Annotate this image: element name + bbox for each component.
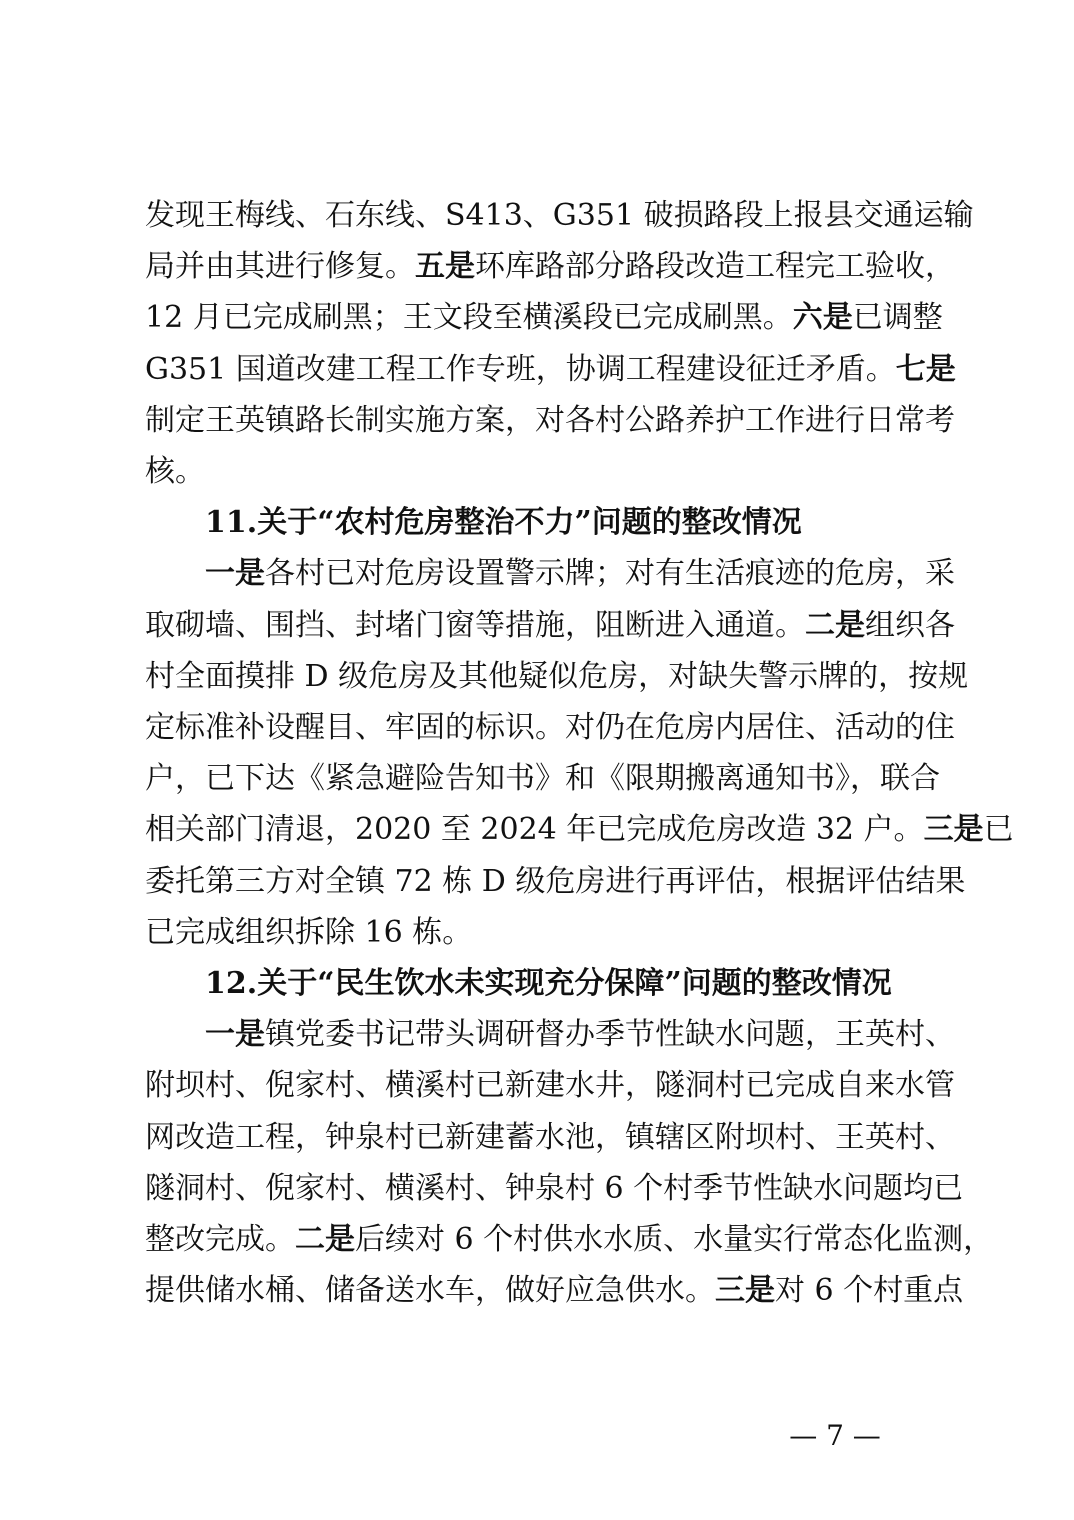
line-text: 组织各 — [865, 607, 955, 643]
text-line — [145, 702, 955, 754]
line-text: 相关部门清退，2020 至 2024 年已完成危房改造 32 户。 — [145, 812, 924, 848]
text-line — [145, 1112, 955, 1164]
line-text: 已完成组织拆除 16 栋。 — [145, 914, 473, 950]
text-line — [145, 600, 955, 652]
line-text: 整改完成。 — [145, 1222, 295, 1257]
section-heading — [205, 497, 933, 549]
line-text: 镇党委书记带头调研督办季节性缺水问题，王英村、 — [265, 1017, 955, 1053]
line-text: 发现王梅线、石东线、S413、G351 破损路段上报县交通运输 — [145, 198, 974, 233]
text-line — [205, 1009, 955, 1061]
line-text: 各村已对危房设置警示牌；对有生活痕迹的危房，采 — [265, 556, 955, 592]
keyword-text: 七是 — [895, 351, 956, 387]
text-line — [145, 344, 956, 396]
keyword-text: 五是 — [415, 249, 475, 285]
keyword-text: 一是 — [205, 1017, 265, 1053]
line-text: 制定王英镇路长制实施方案，对各村公路养护工作进行日常考 — [145, 402, 955, 438]
text-line — [145, 753, 940, 805]
text-line — [145, 292, 943, 344]
line-text: 附坝村、倪家村、横溪村已新建水井，隧洞村已完成自来水管 — [145, 1068, 955, 1104]
keyword-text: 六是 — [792, 300, 853, 336]
page-number: — 7 — — [789, 1419, 881, 1452]
line-text: 网改造工程，钟泉村已新建蓄水池，镇辖区附坝村、王英村、 — [145, 1119, 955, 1155]
line-text: 取砌墙、围挡、封堵门窗等措施，阻断进入通道。 — [145, 607, 805, 643]
text-line — [145, 190, 974, 242]
text-line — [145, 395, 955, 447]
keyword-text: 一是 — [205, 556, 265, 592]
text-line — [205, 548, 955, 600]
text-line — [145, 446, 933, 498]
line-text: 村全面摸排 D 级危房及其他疑似危房，对缺失警示牌的，按规 — [145, 658, 969, 694]
keyword-text: 二是 — [805, 607, 865, 643]
text-line — [145, 804, 1014, 856]
line-text: 已调整 — [852, 300, 943, 336]
line-text: 提供储水桶、储备送水车，做好应急供水。 — [145, 1273, 715, 1309]
text-line — [145, 856, 966, 908]
line-text: 后续对 6 个村供水水质、水量实行常态化监测， — [355, 1222, 994, 1257]
line-text: 局并由其进行修复。 — [145, 249, 415, 285]
line-text: 已 — [983, 812, 1014, 848]
line-text: 环库路部分路段改造工程完工验收， — [475, 249, 955, 285]
text-line — [145, 1163, 964, 1215]
text-line — [145, 1265, 964, 1317]
text-line — [145, 1214, 994, 1266]
text-line — [145, 241, 955, 293]
line-text: G351 国道改建工程工作专班，协调工程建设征迁矛盾。 — [145, 351, 896, 387]
line-text: 定标准补设醒目、牢固的标识。对仍在危房内居住、活动的住 — [145, 710, 955, 745]
line-text: 11.关于“农村危房整治不力”问题的整改情况 — [205, 505, 802, 541]
text-line — [145, 907, 933, 959]
text-line — [145, 1060, 955, 1112]
line-text: 委托第三方对全镇 72 栋 D 级危房进行再评估，根据评估结果 — [145, 863, 966, 899]
line-text: 12 月已完成刷黑；王文段至横溪段已完成刷黑。 — [145, 300, 793, 336]
line-text: 12.关于“民生饮水未实现充分保障”问题的整改情况 — [205, 966, 892, 1001]
text-line — [145, 651, 969, 703]
keyword-text: 三是 — [923, 812, 984, 848]
line-text: 核。 — [145, 454, 205, 489]
line-text: 对 6 个村重点 — [775, 1273, 964, 1309]
section-heading — [205, 958, 933, 1010]
keyword-text: 三是 — [715, 1273, 775, 1309]
keyword-text: 二是 — [295, 1222, 355, 1257]
line-text: 隧洞村、倪家村、横溪村、钟泉村 6 个村季节性缺水问题均已 — [145, 1170, 964, 1206]
line-text: 户，已下达《紧急避险告知书》和《限期搬离通知书》，联合 — [145, 761, 940, 797]
